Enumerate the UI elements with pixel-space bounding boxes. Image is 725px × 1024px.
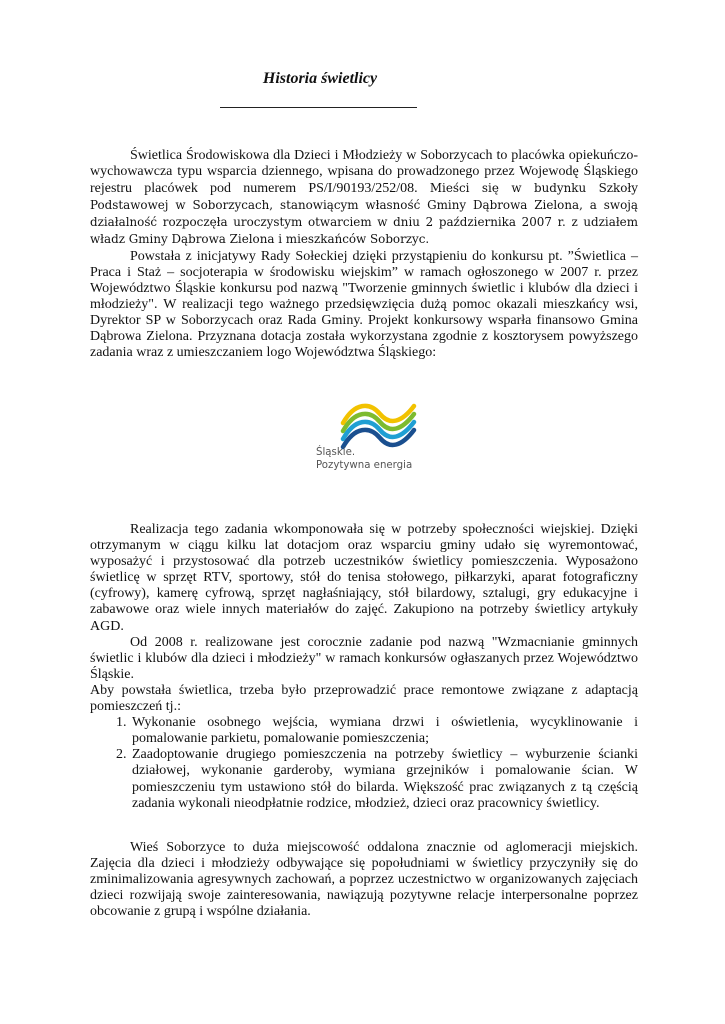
paragraph-location-text: Mieści się w budynku Szkoły Podstawowej w Soborzycach, stanowiącym własność Gminy Dąbrowa Zielona, a swoją działalność rozpoczęła uroczystym otwarciem w dniu 2 października 2007 r. z udziałem władz Gminy Dąbrowa Zielona i mieszkańców Soborzyc. bbox=[90, 181, 638, 247]
list-item: 1. Wykonanie osobnego wejścia, wymiana drzwi i oświetlenia, wycyklinowanie i pomalowanie parkietu, pomalowanie pomieszczenia; bbox=[130, 715, 638, 747]
paragraph-equipment: Realizacja tego zadania wkomponowała się w potrzeby społeczności wiejskiej. Dzięki otrzymanym w ciągu kilku lat dotacjom oraz wsparciu gminy udało się wyremontować, wyposażyć i przystosować dla potrzeb uczestników świetlicy pomieszczenia. Wyposażono świetlicę w sprzęt RTV, sportowy, stół do tenisa stołowego, piłkarzyki, aparat fotograficzny (cyfrowy), kamerę cyfrową, sprzęt nagłaśniający, stół bilardowy, sztalugi, gry edukacyjne i zabawowe oraz wiele innych materiałów do zajęć. Zakupiono na potrzeby świetlicy artykuły AGD. bbox=[90, 522, 638, 634]
page-title: Historia świetlicy bbox=[262, 70, 378, 87]
logo-name: Śląskie. bbox=[316, 447, 356, 458]
paragraph-village: Wieś Soborzyce to duża miejscowość oddalona znacznie od aglomeracji miejskich. Zajęcia dla dzieci i młodzieży odbywające się popołudniami w świetlicy przyczyniły się do zminimalizowania agresywnych zachowań, a poprzez uczestnictwo w organizowanych zajęciach dzieci rozwijają swoje zainteresowania, nawiązują pozytywne relacje interpersonalne poprzez obcowanie z grupą i wspólne działania. bbox=[90, 840, 638, 920]
logo-tagline: Pozytywna energia bbox=[316, 459, 413, 471]
paragraph-origin: Powstała z inicjatywy Rady Sołeckiej dzięki przystąpieniu do konkursu pt. ”Świetlica – Praca i Staż – socjoterapia w środowisku wiejskim” w ramach ogłoszonego w 2007 r. przez Województwo Śląskie konkursu pod nazwą "Tworzenie gminnych świetlic i klubów dla dzieci i młodzieży". W realizacji tego ważnego przedsięwzięcia dużą pomoc okazali mieszkańcy wsi, Dyrektor SP w Soborzycach oraz Rada Gminy. Projekt konkursowy wsparła finansowo Gmina Dąbrowa Zielona. Przyznana dotacja została wykorzystana zgodnie z kosztorysem powyższego zadania wraz z umieszczaniem logo Województwa Śląskiego: bbox=[90, 248, 638, 361]
paragraph-registration bbox=[90, 148, 638, 249]
paragraph-renovation-intro: Aby powstała świetlica, trzeba było przeprowadzić prace remontowe związane z adaptacją pomieszczeń tj.: bbox=[90, 682, 638, 715]
list-item: 2. Zaadoptowanie drugiego pomieszczenia na potrzeby świetlicy – wyburzenie ścianki działowej, wykonanie garderoby, wymiana grzejników i pomalowanie ścian. W pomieszczeniu tym ustawiono stół do bilarda. Większość prac związanych z tą częścią zadania wykonali nieodpłatnie rodzice, młodzież, dzieci oraz pracownicy świetlicy. bbox=[130, 747, 638, 811]
paragraph-registration-text: Świetlica Środowiskowa dla Dzieci i Młodzieży w Soborzycach to placówka opiekuńczo-wychowawcza typu wsparcia dziennego, wpisana do prowadzonego przez Wojewodę Śląskiego rejestru placówek pod numerem PS/I/90193/252/08. bbox=[90, 148, 638, 197]
title-underline bbox=[220, 107, 417, 108]
closing-section bbox=[90, 840, 638, 920]
intro-section bbox=[90, 148, 638, 361]
logo-caption bbox=[316, 447, 426, 472]
renovation-list bbox=[90, 715, 638, 812]
paragraph-annual-task: Od 2008 r. realizowane jest corocznie zadanie pod nazwą "Wzmacnianie gminnych świetlic i klubów dla dzieci i młodzieży" w ramach konkursów ogłaszanych przez Województwo Śląskie. bbox=[90, 634, 638, 682]
realization-section bbox=[90, 522, 638, 812]
